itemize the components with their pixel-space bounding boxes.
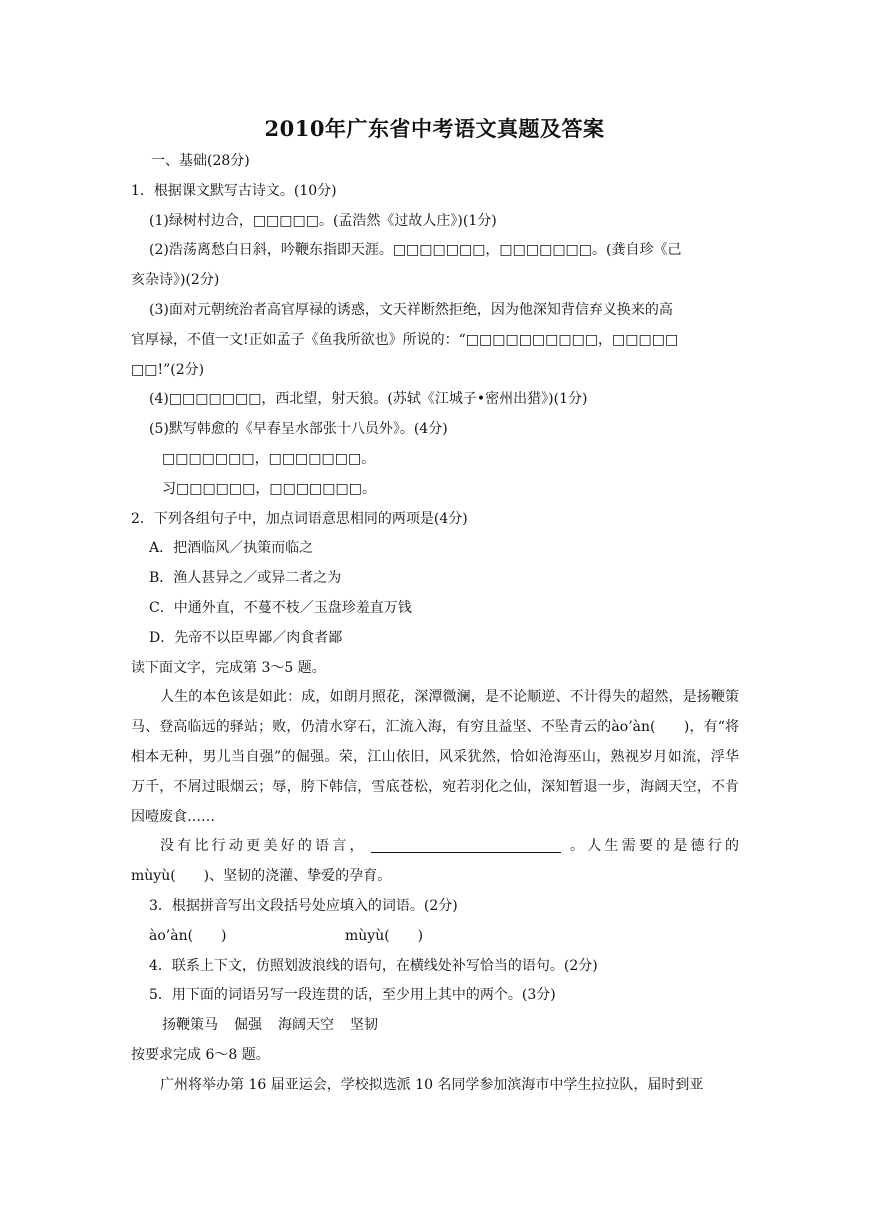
word-list [131, 1011, 739, 1041]
question-1-part-1: (1)绿树村边合，□□□□□。(孟浩然《过故人庄》)(1分) [149, 212, 497, 229]
pinyin-ao-an: ào’àn( ) [149, 927, 227, 944]
question-1-part-2-line-1: (2)浩荡离愁白日斜，吟鞭东指即天涯。□□□□□□□，□□□□□□□。(龚自珍《己 [149, 242, 682, 259]
option-d: D．先帝不以臣卑鄙／肉食者鄙 [149, 629, 343, 646]
question-3: 3．根据拼音写出文段括号处应填入的词语。(2分) [149, 897, 458, 914]
word-item: 扬鞭策马 [162, 1017, 218, 1034]
passage-paragraph-2-start: 没有比行动更美好的语言， [160, 838, 367, 855]
question-4: 4．联系上下文，仿照划波浪线的语句，在横线处补写恰当的语句。(2分) [149, 957, 598, 974]
option-c: C．中通外直，不蔓不枝／玉盘珍羞直万钱 [149, 599, 412, 616]
passage-paragraph-1: 人生的本色该是如此：成，如朗月照花，深潭微澜，是不论顺逆、不计得失的超然，是扬鞭策马、登高临远的驿站；败，仍清水穿石，汇流入海，有穷且益坚、不坠青云的ào’àn( )，有“将相本无种，男儿当自强”的倔强。荣，江山依旧，风采犹然，恰如沧海巫山，熟视岁月如流，浮华万千，不屑过眼烟云；辱，胯下韩信，雪底苍松，宛若羽化之仙，深知暂退一步，海阔天空，不肯因噎废食…… [131, 689, 739, 825]
question-1-part-3-line-1: (3)面对元朝统治者高官厚禄的诱惑，文天祥断然拒绝，因为他深知背信弃义换来的高 [149, 301, 673, 318]
section-heading: 一、基础(28分) [151, 153, 250, 169]
option-a: A．把酒临风／执策而临之 [149, 540, 314, 557]
reading-instruction-2: 按要求完成 6～8 题。 [131, 1046, 270, 1063]
question-1-part-4: (4)□□□□□□□，西北望，射天狼。(苏轼《江城子•密州出猎》)(1分) [149, 391, 588, 408]
word-item: 倔强 [234, 1017, 262, 1034]
word-item: 海阔天空 [278, 1017, 334, 1034]
question-1-part-5: (5)默写韩愈的《早春呈水部张十八员外》。(4分) [149, 421, 448, 438]
fill-in-blank-line [371, 836, 561, 853]
document-title: 2010年广东省中考语文真题及答案 [264, 116, 605, 141]
option-b: B．渔人甚异之／或异二者之为 [149, 570, 342, 587]
word-item: 坚韧 [350, 1017, 378, 1034]
passage-paragraph-2 [131, 832, 739, 892]
question-5: 5．用下面的词语另写一段连贯的话，至少用上其中的两个。(3分) [149, 987, 556, 1004]
reading-instruction-1: 读下面文字，完成第 3～5 题。 [131, 659, 326, 676]
pinyin-mu-yu: mùyù( ) [345, 927, 424, 944]
question-1: 1．根据课文默写古诗文。(10分) [131, 182, 337, 199]
poem-line-2: 习□□□□□□，□□□□□□□。 [162, 480, 376, 497]
question-3-answers [131, 922, 739, 952]
question-1-part-2-line-2: 亥杂诗》)(2分) [131, 272, 220, 289]
question-1-part-3-line-2: 官厚禄，不值一文!正如孟子《鱼我所欲也》所说的：“□□□□□□□□□□，□□□□□ [131, 331, 679, 348]
question-2: 2．下列各组句子中，加点词语意思相同的两项是(4分) [131, 510, 468, 527]
poem-line-1: □□□□□□□，□□□□□□□。 [162, 450, 376, 467]
passage-paragraph-2-end: 。人生需要的是德行的mùyù( )、坚韧的浇灌、挚爱的孕育。 [131, 838, 740, 885]
document-body [131, 147, 739, 1101]
question-1-part-3-line-3: □□!”(2分) [131, 361, 205, 378]
passage-paragraph-3: 广州将举办第 16 届亚运会，学校拟选派 10 名同学参加滨海市中学生拉拉队，届时到亚 [160, 1076, 704, 1093]
